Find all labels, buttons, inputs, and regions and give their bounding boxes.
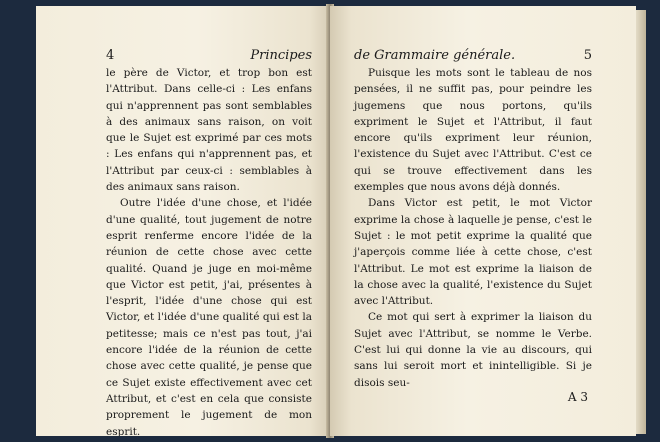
left-page bbox=[36, 6, 330, 436]
right-running-title: de Grammaire générale. bbox=[354, 48, 516, 63]
right-paragraph: Ce mot qui sert à exprimer la liaison du Sujet avec l'Attribut, se nomme le Verbe. C'est lui qui donne la vie au discours, qui sans lui seroit mort et inintelligible. Si je disois seu- bbox=[354, 311, 592, 389]
right-page-text bbox=[354, 65, 592, 391]
left-paragraph: Outre l'idée d'une chose, et l'idée d'une qualité, tout jugement de notre esprit renferme encore l'idée de la réunion de cette chose avec cette qualité. Quand je juge en moi-même que Victor est petit, j'ai, présentes à l'esprit, l'idée d'une chose qui est Victor, et l'idée d'une qualité qui est la petitesse; mais ce n'est pas tout, j'ai encore l'idée de la réunion de cette chose avec cette qualité, je pense que ce Sujet existe effectivement avec cet Attribut, et c'est en cela que consiste proprement le jugement de mon esprit. bbox=[106, 197, 312, 436]
page-edges bbox=[636, 10, 646, 434]
left-running-title: Principes bbox=[250, 48, 312, 63]
left-paragraph: le père de Victor, et trop bon est l'Attribut. Dans celle-ci : Les enfans qui n'apprennent pas sont semblables à des animaux sans raison, on voit que le Sujet est exprimé par ces mots : Les enfans qui n'apprennent pas, et l'Attribut par ceux-ci : semblables à des animaux sans raison. bbox=[106, 67, 312, 194]
left-page-header bbox=[106, 48, 312, 64]
right-page bbox=[330, 6, 636, 436]
right-paragraph: Puisque les mots sont le tableau de nos pensées, il ne suffit pas, pour peindre les jugemens que nous portons, qu'ils expriment le Sujet et l'Attribut, il faut encore qu'ils expriment leur réunion, l'existence du Sujet avec l'Attribut. C'est ce qui se trouve effectivement dans les exemples que nous avons déjà donnés. bbox=[354, 67, 592, 194]
left-page-number: 4 bbox=[106, 48, 115, 63]
right-paragraph: Dans Victor est petit, le mot Victor exprime la chose à laquelle je pense, c'est le Sujet : le mot petit exprime la qualité que j'aperçois comme liée à cette chose, c'est l'Attribut. Le mot est exprime la liaison de la chose avec la qualité, l'existence du Sujet avec l'Attribut. bbox=[354, 197, 592, 308]
signature-mark: A 3 bbox=[567, 389, 588, 404]
right-page-number: 5 bbox=[583, 48, 592, 63]
right-page-header bbox=[354, 48, 592, 64]
left-page-text bbox=[106, 65, 312, 436]
